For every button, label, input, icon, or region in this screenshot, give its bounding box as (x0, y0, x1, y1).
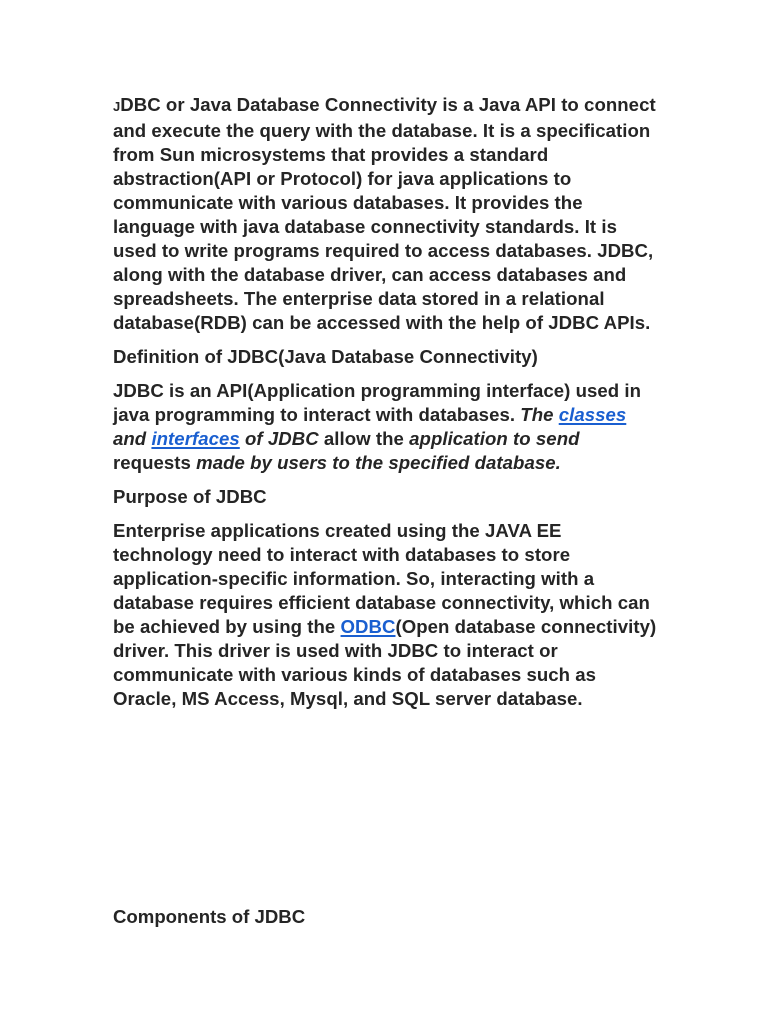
purpose-heading: Purpose of JDBC (113, 486, 267, 507)
classes-link[interactable]: classes (558, 404, 627, 425)
definition-em-of-jdbc: of JDBC (239, 428, 319, 449)
intro-paragraph (113, 93, 658, 335)
purpose-text-after-link: (Open database connectivity) driver. This driver is used with JDBC to interact or communicate with various kinds of databases such as Oracle, MS Access, Mysql, and SQL server database. (113, 616, 657, 709)
components-heading: Components of JDBC (113, 906, 306, 927)
definition-em-made-by: made by users to the specified database. (196, 452, 561, 473)
definition-text-requests: requests (113, 452, 197, 473)
definition-text-allow: allow the (318, 428, 410, 449)
intro-text: DBC or Java Database Connectivity is a Java API to connect and execute the query with the database. It is a specification from Sun microsystems that provides a standard abstraction(API or Protocol) for java applications to communicate with various databases. It provides the language with java database connectivity standards. It is used to write programs required to access databases. JDBC, along with the database driver, can access databases and spreadsheets. The enterprise data stored in a relational database(RDB) can be accessed with the help of JDBC APIs. (113, 94, 656, 333)
interfaces-link[interactable]: interfaces (151, 428, 240, 449)
purpose-paragraph (113, 519, 658, 711)
definition-heading: Definition of JDBC(Java Database Connectivity) (113, 346, 538, 367)
definition-paragraph (113, 379, 658, 475)
document-body (113, 93, 658, 711)
purpose-text-before-link: Enterprise applications created using the JAVA EE technology need to interact with databases to store application-specific information. So, interacting with a database requires efficient database connectivity, which can be achieved by using the (113, 520, 650, 637)
intro-first-letter: J (113, 99, 121, 114)
odbc-link[interactable]: ODBC (340, 616, 396, 637)
definition-em-application: application to send (409, 428, 580, 449)
definition-em-the: The (520, 404, 559, 425)
definition-text-start: JDBC is an API(Application programming interface) used in java programming to interact with databases. (113, 380, 642, 425)
definition-em-and: and (113, 428, 152, 449)
